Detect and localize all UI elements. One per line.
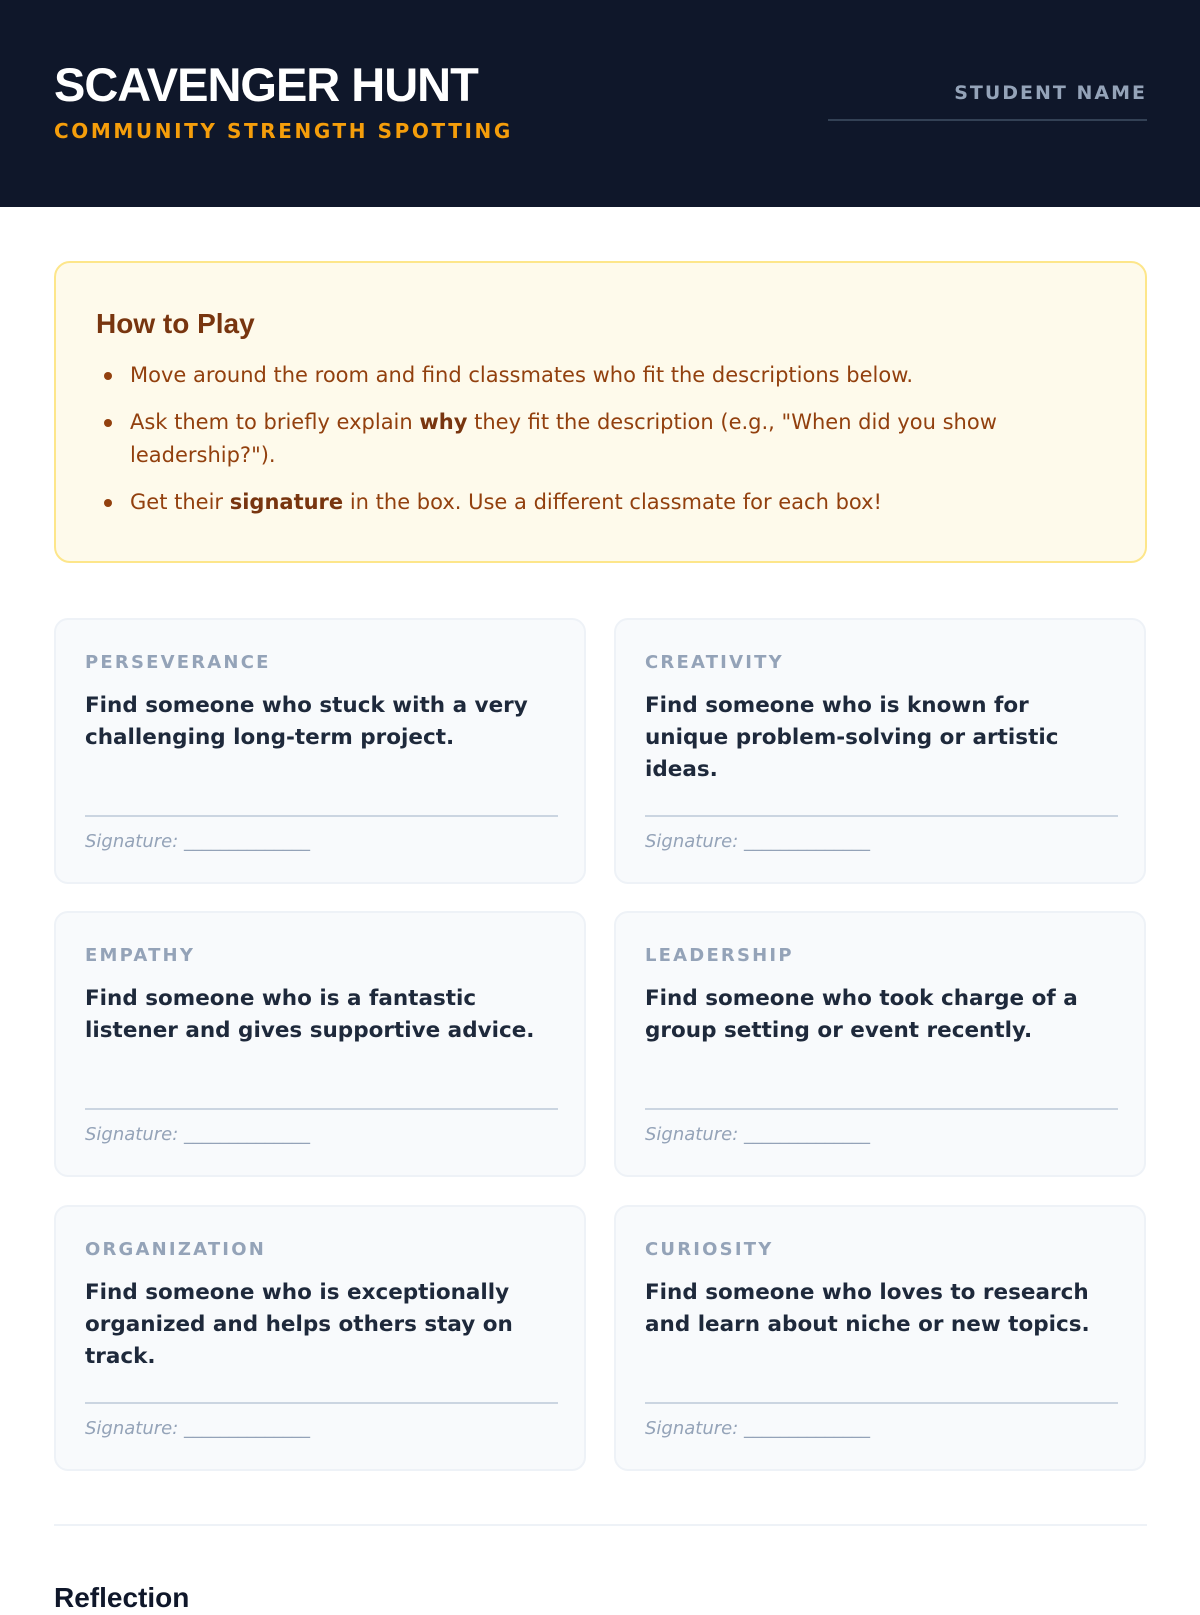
strength-card-perseverance <box>54 618 586 884</box>
strength-card-curiosity <box>614 1205 1146 1471</box>
signature-label: Signature: ______________ <box>85 831 311 852</box>
page-title: SCAVENGER HUNT <box>54 58 478 111</box>
instruction-emphasis: why <box>419 410 468 434</box>
strength-card-leadership <box>614 911 1146 1177</box>
card-prompt: Find someone who loves to research and learn about niche or new topics. <box>645 1280 1090 1337</box>
card-category: CREATIVITY <box>645 652 784 673</box>
bullet-icon <box>104 499 112 507</box>
how-to-play-box <box>54 261 1147 563</box>
page-subtitle: COMMUNITY STRENGTH SPOTTING <box>54 119 513 143</box>
card-prompt: Find someone who is a fantastic listener and gives supportive advice. <box>85 986 535 1043</box>
instruction-text: in the box. Use a different classmate for each box! <box>343 490 882 514</box>
signature-line[interactable] <box>85 815 558 817</box>
card-category: EMPATHY <box>85 945 196 966</box>
instruction-text: Ask them to briefly explain <box>130 410 420 434</box>
card-prompt: Find someone who is exceptionally organized and helps others stay on track. <box>85 1280 513 1369</box>
card-category: CURIOSITY <box>645 1239 774 1260</box>
instruction-item <box>96 406 1096 472</box>
strength-card-organization <box>54 1205 586 1471</box>
section-divider <box>54 1524 1147 1526</box>
how-to-play-title: How to Play <box>96 308 255 339</box>
student-name-label: STUDENT NAME <box>954 82 1147 104</box>
student-name-field[interactable] <box>828 119 1147 121</box>
instruction-item <box>96 359 1096 392</box>
instruction-text: they fit the description (e.g., "When did you show leadership?"). <box>130 410 997 467</box>
instruction-emphasis: signature <box>229 490 344 514</box>
page-header <box>0 0 1200 207</box>
signature-label: Signature: ______________ <box>645 1124 871 1145</box>
reflection-heading: Reflection <box>54 1582 190 1613</box>
instruction-item <box>96 486 1096 519</box>
signature-label: Signature: ______________ <box>85 1124 311 1145</box>
signature-line[interactable] <box>645 1402 1118 1404</box>
bullet-icon <box>104 419 112 427</box>
signature-label: Signature: ______________ <box>85 1418 311 1439</box>
strength-card-empathy <box>54 911 586 1177</box>
signature-line[interactable] <box>85 1108 558 1110</box>
signature-line[interactable] <box>645 1108 1118 1110</box>
signature-line[interactable] <box>645 815 1118 817</box>
card-prompt: Find someone who stuck with a very challenging long-term project. <box>85 693 528 750</box>
card-category: ORGANIZATION <box>85 1239 266 1260</box>
bullet-icon <box>104 372 112 380</box>
card-prompt: Find someone who took charge of a group setting or event recently. <box>645 986 1078 1043</box>
instruction-text: Get their <box>130 490 230 514</box>
signature-label: Signature: ______________ <box>645 1418 871 1439</box>
signature-label: Signature: ______________ <box>645 831 871 852</box>
signature-line[interactable] <box>85 1402 558 1404</box>
card-category: PERSEVERANCE <box>85 652 271 673</box>
instruction-text: Move around the room and find classmates who fit the descriptions below. <box>130 363 914 387</box>
how-to-play-list <box>96 359 1096 533</box>
strength-card-creativity <box>614 618 1146 884</box>
card-category: LEADERSHIP <box>645 945 794 966</box>
card-prompt: Find someone who is known for unique problem-solving or artistic ideas. <box>645 693 1059 782</box>
